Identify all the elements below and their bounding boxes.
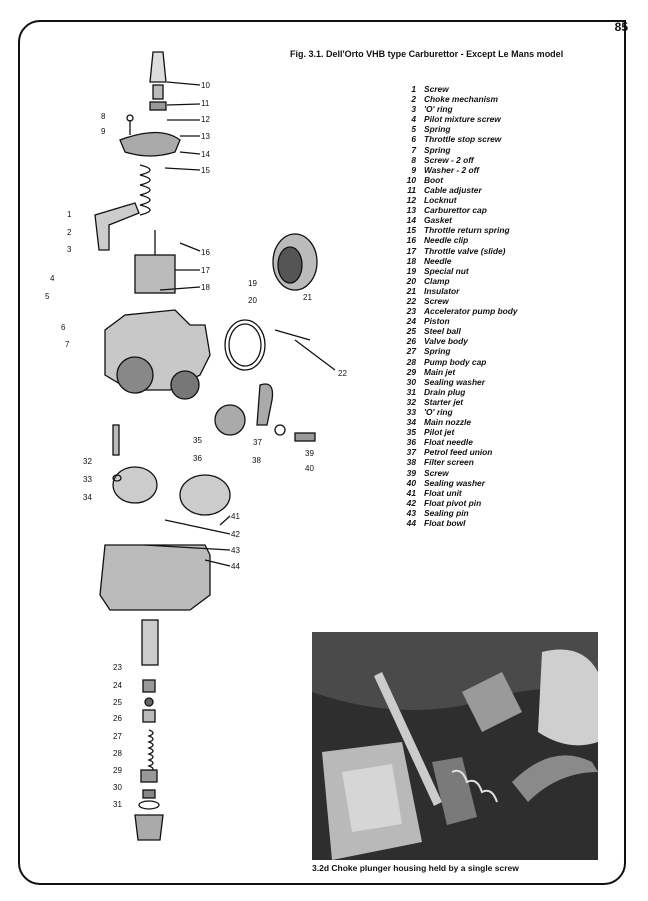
legend-item — [398, 145, 518, 155]
legend-number: 23 — [406, 306, 416, 317]
legend-number: 15 — [406, 225, 416, 236]
legend-part-name: Float bowl — [424, 518, 466, 529]
legend-number: 44 — [406, 518, 416, 529]
legend-number: 30 — [406, 376, 416, 387]
legend-number: 21 — [406, 285, 416, 296]
legend-part-name: Accelerator pump body — [424, 306, 518, 317]
callout-43: 43 — [231, 546, 240, 555]
callout-3: 3 — [67, 245, 72, 254]
legend-item — [398, 165, 518, 175]
legend-part-name: Screw — [424, 295, 449, 306]
callout-8: 8 — [101, 112, 106, 121]
legend-item — [398, 286, 518, 296]
legend-part-name: Locknut — [424, 195, 457, 206]
legend-number: 22 — [406, 295, 416, 306]
legend-number: 40 — [406, 477, 416, 488]
callout-15: 15 — [201, 166, 210, 175]
legend-number: 42 — [406, 497, 416, 508]
legend-number: 32 — [406, 396, 416, 407]
legend-item — [398, 266, 518, 276]
legend-number: 6 — [411, 134, 416, 145]
legend-part-name: Starter jet — [424, 396, 464, 407]
legend-number: 37 — [406, 447, 416, 458]
legend-number: 3 — [411, 104, 416, 115]
legend-number: 2 — [411, 94, 416, 105]
legend-part-name: Throttle valve (slide) — [424, 245, 506, 256]
legend-part-name: Choke mechanism — [424, 94, 499, 105]
legend-item — [398, 498, 518, 508]
parts-legend — [398, 84, 518, 528]
callout-7: 7 — [65, 340, 70, 349]
legend-item — [398, 336, 518, 346]
legend-part-name: Carburettor cap — [424, 205, 487, 216]
callout-40: 40 — [305, 464, 314, 473]
callout-13: 13 — [201, 132, 210, 141]
legend-item — [398, 104, 518, 114]
callout-42: 42 — [231, 530, 240, 539]
legend-item — [398, 175, 518, 185]
legend-item — [398, 124, 518, 134]
legend-item — [398, 367, 518, 377]
legend-number: 41 — [406, 487, 416, 498]
legend-part-name: Spring — [424, 346, 451, 357]
legend-number: 25 — [406, 326, 416, 337]
choke-housing-photo — [312, 632, 598, 860]
callout-37: 37 — [253, 438, 262, 447]
legend-part-name: Boot — [424, 174, 444, 185]
legend-number: 35 — [406, 427, 416, 438]
callout-35: 35 — [193, 436, 202, 445]
legend-part-name: Main nozzle — [424, 417, 471, 428]
legend-item — [398, 256, 518, 266]
callout-2: 2 — [67, 228, 72, 237]
legend-number: 39 — [406, 467, 416, 478]
legend-number: 43 — [406, 507, 416, 518]
legend-number: 29 — [406, 366, 416, 377]
legend-part-name: Float pivot pin — [424, 497, 482, 508]
legend-part-name: Piston — [424, 316, 450, 327]
legend-part-name: Sealing washer — [424, 376, 485, 387]
legend-part-name: Sealing washer — [424, 477, 485, 488]
legend-part-name: Gasket — [424, 215, 452, 226]
legend-number: 24 — [406, 316, 416, 327]
legend-part-name: 'O' ring — [424, 104, 453, 115]
callout-23: 23 — [113, 663, 122, 672]
legend-number: 11 — [407, 184, 416, 195]
callout-12: 12 — [201, 115, 210, 124]
callout-4: 4 — [50, 274, 55, 283]
legend-number: 19 — [406, 265, 416, 276]
callout-18: 18 — [201, 283, 210, 292]
legend-item — [398, 235, 518, 245]
legend-item — [398, 447, 518, 457]
legend-part-name: Sealing pin — [424, 507, 469, 518]
callout-34: 34 — [83, 493, 92, 502]
legend-part-name: Screw — [424, 84, 449, 94]
callout-22: 22 — [338, 369, 347, 378]
callout-26: 26 — [113, 714, 122, 723]
page-number: 85 — [614, 20, 628, 34]
legend-number: 10 — [406, 174, 416, 185]
legend-part-name: Pilot mixture screw — [424, 114, 501, 125]
legend-part-name: Insulator — [424, 285, 460, 296]
legend-part-name: Steel ball — [424, 326, 461, 337]
legend-item — [398, 437, 518, 447]
legend-item — [398, 377, 518, 387]
legend-part-name: Spring — [424, 124, 451, 135]
callout-5: 5 — [45, 292, 50, 301]
legend-part-name: Valve body — [424, 336, 468, 347]
callout-27: 27 — [113, 732, 122, 741]
legend-part-name: 'O' ring — [424, 407, 453, 417]
legend-item — [398, 306, 518, 316]
legend-item — [398, 205, 518, 215]
callout-14: 14 — [201, 150, 210, 159]
callout-10: 10 — [201, 81, 210, 90]
legend-part-name: Special nut — [424, 265, 469, 276]
legend-number: 7 — [411, 144, 416, 155]
callout-19: 19 — [248, 279, 257, 288]
legend-item — [398, 478, 518, 488]
callout-31: 31 — [113, 800, 122, 809]
legend-part-name: Main jet — [424, 366, 456, 377]
legend-number: 8 — [411, 154, 416, 165]
legend-item — [398, 134, 518, 144]
legend-number: 17 — [406, 245, 416, 256]
callout-41: 41 — [231, 512, 240, 521]
legend-item — [398, 407, 518, 417]
legend-part-name: Pump body cap — [424, 356, 487, 367]
legend-item — [398, 488, 518, 498]
legend-part-name: Needle — [424, 255, 452, 266]
legend-item — [398, 457, 518, 467]
callout-17: 17 — [201, 266, 210, 275]
legend-item — [398, 114, 518, 124]
legend-number: 20 — [406, 275, 416, 286]
legend-number: 31 — [406, 386, 416, 397]
legend-number: 26 — [406, 336, 416, 347]
callout-6: 6 — [61, 323, 66, 332]
callout-32: 32 — [83, 457, 92, 466]
legend-number: 12 — [406, 195, 416, 206]
legend-number: 34 — [406, 417, 416, 428]
legend-item — [398, 508, 518, 518]
legend-item — [398, 225, 518, 235]
callout-24: 24 — [113, 681, 122, 690]
legend-item — [398, 94, 518, 104]
legend-part-name: Washer - 2 off — [424, 164, 480, 175]
legend-item — [398, 215, 518, 225]
callout-30: 30 — [113, 783, 122, 792]
legend-part-name: Screw — [424, 467, 449, 478]
callout-29: 29 — [113, 766, 122, 775]
legend-item — [398, 387, 518, 397]
legend-number: 18 — [406, 255, 416, 266]
legend-item — [398, 84, 518, 94]
legend-item — [398, 155, 518, 165]
legend-item — [398, 276, 518, 286]
legend-part-name: Throttle stop screw — [424, 134, 502, 145]
callout-21: 21 — [303, 293, 312, 302]
legend-item — [398, 326, 518, 336]
legend-number: 28 — [406, 356, 416, 367]
legend-item — [398, 427, 518, 437]
legend-number: 13 — [406, 205, 416, 216]
legend-part-name: Drain plug — [424, 386, 466, 397]
legend-part-name: Petrol feed union — [424, 447, 493, 458]
callout-20: 20 — [248, 296, 257, 305]
callout-11: 11 — [201, 99, 210, 108]
legend-part-name: Spring — [424, 144, 451, 155]
callout-16: 16 — [201, 248, 210, 257]
legend-item — [398, 346, 518, 356]
legend-part-name: Clamp — [424, 275, 450, 286]
callout-25: 25 — [113, 698, 122, 707]
legend-part-name: Throttle return spring — [424, 225, 510, 236]
legend-part-name: Screw - 2 off — [424, 154, 474, 165]
callout-36: 36 — [193, 454, 202, 463]
legend-item — [398, 468, 518, 478]
callout-28: 28 — [113, 749, 122, 758]
legend-number: 9 — [411, 164, 416, 175]
legend-number: 4 — [411, 114, 416, 125]
legend-item — [398, 518, 518, 528]
legend-number: 1 — [411, 84, 416, 94]
legend-item — [398, 195, 518, 205]
callout-9: 9 — [101, 127, 106, 136]
legend-number: 36 — [406, 437, 416, 448]
legend-number: 27 — [406, 346, 416, 357]
legend-number: 38 — [406, 457, 416, 468]
figure-caption: Fig. 3.1. Dell'Orto VHB type Carburettor - Except Le Mans model — [290, 49, 564, 59]
legend-part-name: Needle clip — [424, 235, 469, 246]
callout-39: 39 — [305, 449, 314, 458]
callout-44: 44 — [231, 562, 240, 571]
legend-item — [398, 316, 518, 326]
legend-part-name: Cable adjuster — [424, 184, 482, 195]
callout-38: 38 — [252, 456, 261, 465]
legend-item — [398, 185, 518, 195]
legend-item — [398, 357, 518, 367]
legend-item — [398, 296, 518, 306]
legend-part-name: Float unit — [424, 487, 462, 498]
photograph — [312, 632, 598, 860]
legend-number: 33 — [406, 407, 416, 417]
legend-item — [398, 246, 518, 256]
photo-caption: 3.2d Choke plunger housing held by a single screw — [312, 863, 519, 873]
legend-number: 14 — [406, 215, 416, 226]
legend-item — [398, 417, 518, 427]
legend-part-name: Float needle — [424, 437, 473, 448]
legend-number: 5 — [411, 124, 416, 135]
legend-part-name: Filter screen — [424, 457, 474, 468]
legend-number: 16 — [406, 235, 416, 246]
legend-item — [398, 397, 518, 407]
legend-part-name: Pilot jet — [424, 427, 455, 438]
callout-33: 33 — [83, 475, 92, 484]
callout-1: 1 — [67, 210, 72, 219]
